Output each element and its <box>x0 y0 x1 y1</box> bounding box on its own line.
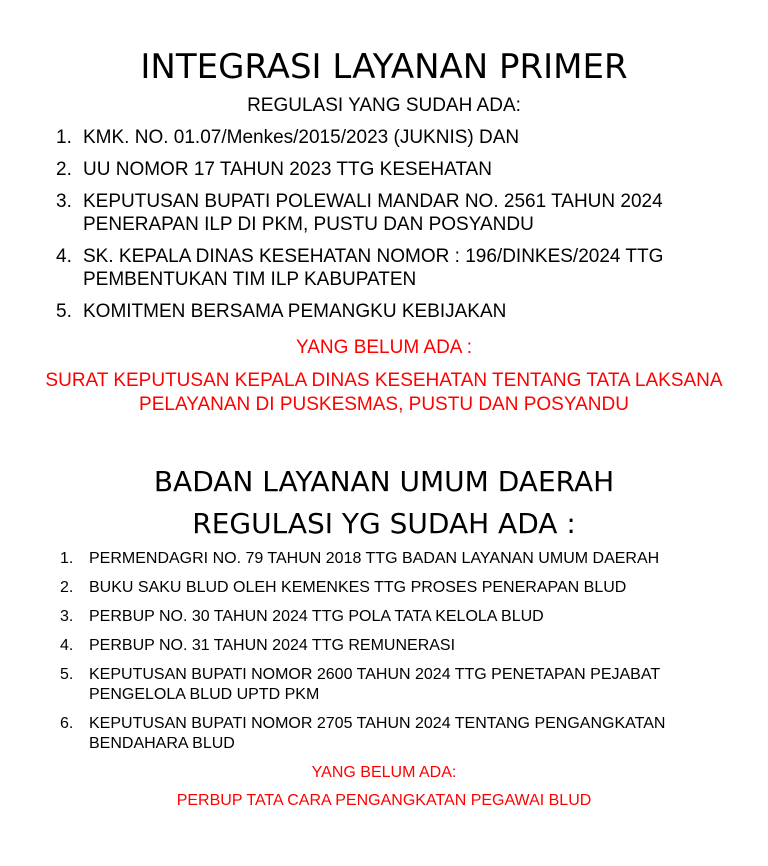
list-item-text: SK. KEPALA DINAS KESEHATAN NOMOR : 196/DINKES/2024 TTG PEMBENTUKAN TIM ILP KABUPATEN <box>83 246 664 290</box>
section2-regulation-list <box>60 549 710 763</box>
section2-subtitle: REGULASI YG SUDAH ADA : <box>192 507 576 540</box>
list-item-number: 6. <box>60 715 74 732</box>
list-item-text: BUKU SAKU BLUD OLEH KEMENKES TTG PROSES PENERAPAN BLUD <box>89 579 627 596</box>
list-item <box>60 549 710 569</box>
list-item-text: KEPUTUSAN BUPATI POLEWALI MANDAR NO. 2561 TAHUN 2024 PENERAPAN ILP DI PKM, PUSTU DAN POSYANDU <box>83 191 663 235</box>
list-item-number: 5. <box>56 301 72 322</box>
section1-regulation-list <box>56 126 696 332</box>
list-item-text: KOMITMEN BERSAMA PEMANGKU KEBIJAKAN <box>83 301 507 322</box>
section1-subheading: REGULASI YANG SUDAH ADA: <box>247 95 521 116</box>
list-item <box>60 714 710 754</box>
list-item <box>60 578 710 598</box>
list-item-text: PERMENDAGRI NO. 79 TAHUN 2018 TTG BADAN LAYANAN UMUM DAERAH <box>89 550 660 567</box>
list-item <box>60 665 710 705</box>
list-item-number: 4. <box>56 246 72 267</box>
list-item-number: 1. <box>60 550 74 567</box>
section1-missing-label: YANG BELUM ADA : <box>296 337 472 358</box>
section1-missing-text-line1: SURAT KEPUTUSAN KEPALA DINAS KESEHATAN TENTANG TATA LAKSANA <box>45 370 723 391</box>
section1-missing-text <box>0 369 768 417</box>
section2-missing-text: PERBUP TATA CARA PENGANGKATAN PEGAWAI BLUD <box>176 792 592 809</box>
list-item <box>56 245 696 291</box>
list-item-text: KEPUTUSAN BUPATI NOMOR 2600 TAHUN 2024 TTG PENETAPAN PEJABAT PENGELOLA BLUD UPTD PKM <box>89 666 660 703</box>
list-item-text: KEPUTUSAN BUPATI NOMOR 2705 TAHUN 2024 TENTANG PENGANGKATAN BENDAHARA BLUD <box>89 715 666 752</box>
list-item <box>56 300 696 323</box>
list-item-text: KMK. NO. 01.07/Menkes/2015/2023 (JUKNIS) DAN <box>83 127 520 148</box>
section1-missing-text-line2: PELAYANAN DI PUSKESMAS, PUSTU DAN POSYANDU <box>139 394 629 415</box>
section2-missing-label: YANG BELUM ADA: <box>311 764 457 781</box>
section2-title: BADAN LAYANAN UMUM DAERAH <box>153 465 615 498</box>
list-item <box>56 126 696 149</box>
section1-title: INTEGRASI LAYANAN PRIMER <box>140 47 628 87</box>
list-item-number: 3. <box>56 191 72 212</box>
list-item-number: 3. <box>60 608 74 625</box>
list-item-number: 4. <box>60 637 74 654</box>
list-item-number: 5. <box>60 666 74 683</box>
list-item-number: 1. <box>56 127 72 148</box>
list-item-text: PERBUP NO. 30 TAHUN 2024 TTG POLA TATA KELOLA BLUD <box>89 608 544 625</box>
list-item <box>56 158 696 181</box>
list-item <box>60 607 710 627</box>
list-item-text: UU NOMOR 17 TAHUN 2023 TTG KESEHATAN <box>83 159 492 180</box>
list-item <box>60 636 710 656</box>
list-item-number: 2. <box>56 159 72 180</box>
list-item-text: PERBUP NO. 31 TAHUN 2024 TTG REMUNERASI <box>89 637 456 654</box>
list-item <box>56 190 696 236</box>
list-item-number: 2. <box>60 579 74 596</box>
